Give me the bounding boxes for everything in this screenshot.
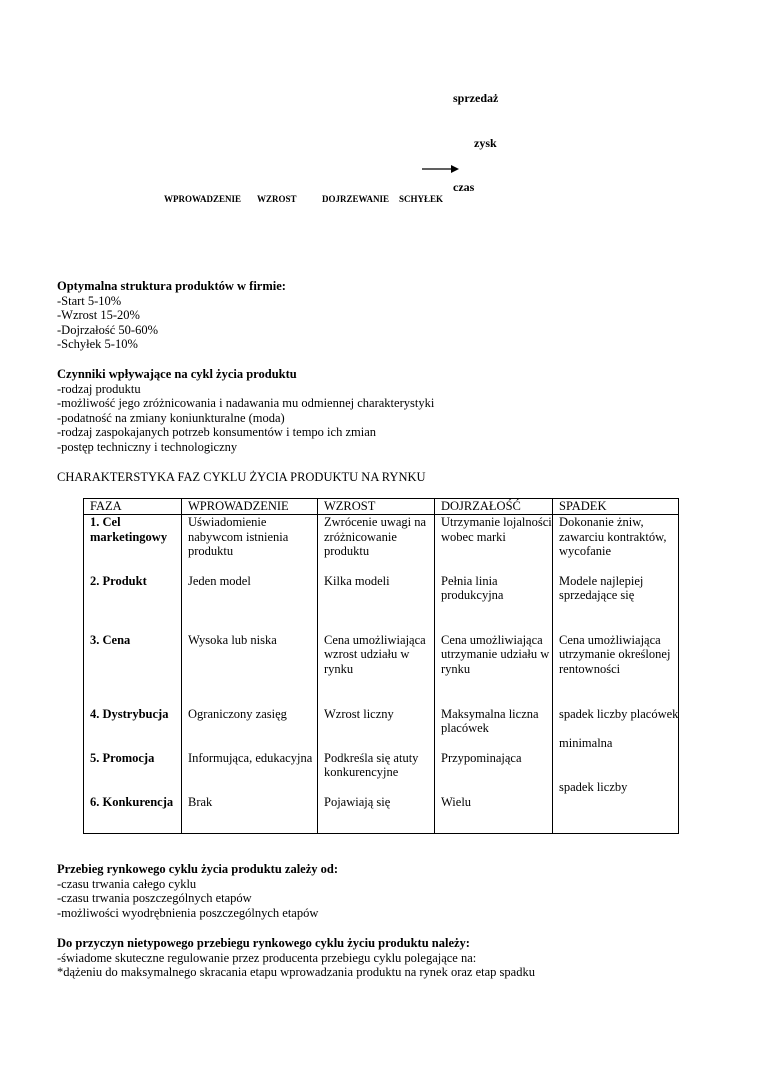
table-row — [84, 795, 679, 834]
optimal-structure-heading: Optymalna struktura produktów w firmie: — [57, 279, 286, 293]
table-cell: Cena umożliwiająca utrzymanie określonej rentowności — [553, 633, 679, 707]
table-cell: spadek liczby placówek — [553, 707, 679, 751]
table-cell: Wysoka lub niska — [182, 633, 318, 707]
course-heading: Przebieg rynkowego cyklu życia produktu zależy od: — [57, 862, 338, 876]
phases-table — [83, 498, 679, 834]
table-cell — [553, 779, 679, 834]
table-header: DOJRZAŁOŚĆ — [435, 499, 553, 515]
phase-growth: WZROST — [257, 194, 297, 204]
table-cell: Zwrócenie uwagi na zróżnicowanie produktu — [318, 515, 435, 574]
table-cell: Ograniczony zasięg — [182, 707, 318, 751]
table-cell-text: minimalna — [559, 735, 613, 750]
table-cell: Dokonanie żniw, zawarciu kontraktów, wycofanie — [553, 515, 679, 574]
table-cell: Jeden model — [182, 574, 318, 633]
table-cell: Brak — [182, 795, 318, 834]
phase-introduction: WPROWADZENIE — [164, 194, 242, 204]
list-item: -rodzaj produktu — [57, 381, 141, 396]
list-item: -postęp techniczny i technologiczny — [57, 439, 238, 454]
table-cell: Podkreśla się atuty konkurencyjne — [318, 751, 435, 795]
row-label: 5. Promocja — [84, 751, 182, 795]
optimal-structure-section — [57, 279, 286, 352]
list-item: -możliwość jego zróżnicowania i nadawania mu odmiennej charakterystyki — [57, 396, 435, 411]
row-label: 3. Cena — [84, 633, 182, 707]
row-label: 2. Produkt — [84, 574, 182, 633]
diagram-label-time: czas — [453, 180, 475, 194]
table-header: FAZA — [84, 499, 182, 515]
diagram-label-profit: zysk — [474, 136, 497, 150]
list-item: -świadome skuteczne regulowanie przez producenta przebiegu cyklu polegające na: — [57, 950, 477, 965]
factors-heading: Czynniki wpływające na cykl życia produktu — [57, 367, 297, 381]
arrow-right-icon — [420, 163, 460, 175]
factors-section — [57, 367, 434, 455]
table-row — [84, 633, 679, 707]
causes-heading: Do przyczyn nietypowego przebiegu rynkowego cyklu życiu produktu należy: — [57, 936, 470, 950]
table-row — [84, 515, 679, 574]
table-cell: Przypominająca — [435, 751, 553, 795]
table-cell: Modele najlepiej sprzedające się — [553, 574, 679, 633]
table-cell: Informująca, edukacyjna — [182, 751, 318, 795]
table-cell: Pełnia linia produkcyjna — [435, 574, 553, 633]
list-item: -Dojrzałość 50-60% — [57, 322, 159, 337]
table-cell-text: spadek liczby — [559, 779, 628, 794]
row-label: 4. Dystrybucja — [84, 707, 182, 751]
row-label: 1. Cel marketingowy — [84, 515, 182, 574]
row-label: 6. Konkurencja — [84, 795, 182, 834]
table-cell: Uświadomienie nabywcom istnienia produktu — [182, 515, 318, 574]
list-item: -czasu trwania poszczególnych etapów — [57, 891, 252, 906]
phase-decline: SCHYŁEK — [399, 194, 444, 204]
list-item: *dążeniu do maksymalnego skracania etapu wprowadzania produktu na rynek oraz etap spadku — [57, 965, 535, 980]
list-item: -czasu trwania całego cyklu — [57, 876, 197, 891]
table-header: SPADEK — [553, 499, 679, 515]
table-cell: Maksymalna liczna placówek — [435, 707, 553, 751]
causes-section — [57, 936, 535, 980]
list-item: -Wzrost 15-20% — [57, 308, 140, 323]
table-title: CHARAKTERSTYKA FAZ CYKLU ŻYCIA PRODUKTU NA RYNKU — [57, 470, 426, 484]
table-cell: Pojawiają się — [318, 795, 435, 834]
table-header: WPROWADZENIE — [182, 499, 318, 515]
phase-maturity: DOJRZEWANIE — [322, 194, 390, 204]
table-cell: Cena umożliwiająca utrzymanie udziału w rynku — [435, 633, 553, 707]
list-item: -możliwości wyodrębnienia poszczególnych etapów — [57, 905, 319, 920]
list-item: -Schyłek 5-10% — [57, 337, 138, 352]
table-cell: Wielu — [435, 795, 553, 834]
table-row — [84, 574, 679, 633]
table-cell: Wzrost liczny — [318, 707, 435, 751]
table-cell: Kilka modeli — [318, 574, 435, 633]
list-item: -Start 5-10% — [57, 293, 122, 308]
table-header: WZROST — [318, 499, 435, 515]
diagram-label-sales: sprzedaż — [453, 91, 499, 105]
course-section — [57, 862, 338, 920]
list-item: -podatność na zmiany koniunkturalne (moda) — [57, 410, 285, 425]
list-item: -rodzaj zaspokajanych potrzeb konsumentów i tempo ich zmian — [57, 425, 376, 440]
table-cell: Utrzymanie lojalności wobec marki — [435, 515, 553, 574]
table-header-row — [84, 499, 679, 515]
table-cell: Cena umożliwiająca wzrost udziału w rynku — [318, 633, 435, 707]
